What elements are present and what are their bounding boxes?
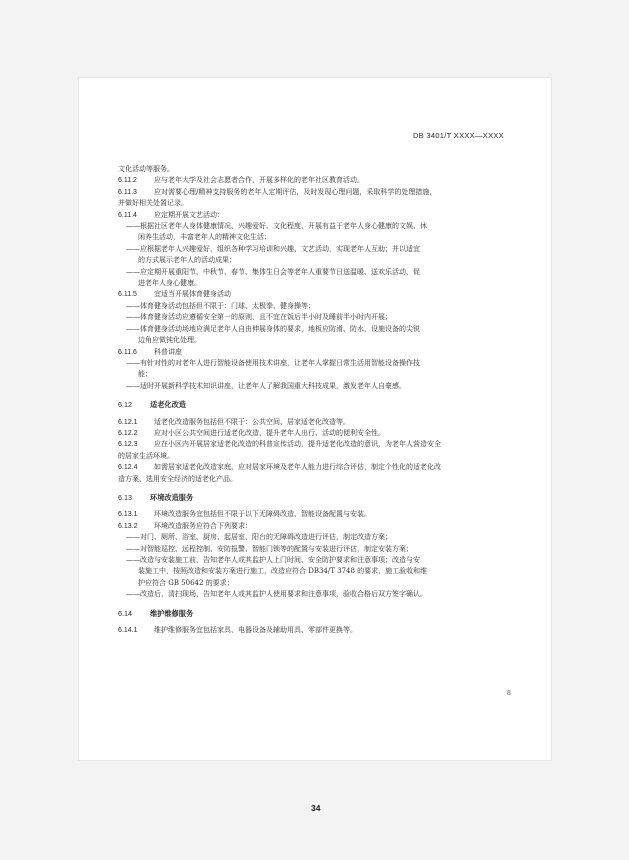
text-line — [118, 267, 500, 278]
section-heading — [118, 608, 500, 619]
line-text: 适老化改造 — [150, 400, 186, 410]
text-line — [118, 164, 500, 175]
text-line — [118, 451, 500, 462]
line-text: ——根据社区老年人身体健康情况、兴趣爱好、文化程度，开展有益于老年人身心健康的文娱、休 — [126, 222, 427, 231]
text-line — [118, 335, 500, 346]
clause-number: 6.13 — [118, 492, 132, 502]
clause — [118, 187, 500, 198]
line-text: 环境改造服务应符合下列要求： — [154, 521, 252, 530]
line-text: ——改造后，清扫现场，告知老年人或其监护人使用要求和注意事项，验收合格后双方签字确认。 — [126, 590, 427, 599]
text-line — [118, 232, 500, 243]
line-text: ——有针对性的对老年人进行智能设备使用技术讲座，让老年人掌握日常生活用智能设备操作技 — [126, 358, 420, 367]
line-text: 装施工中，按照改造和安装方案进行施工，改造应符合 DB34/T 3748 的要求，施工验收和维 — [138, 567, 428, 576]
line-text: 应在小区内开展居家适老化改造的科普宣传活动，提升适老化改造的意识，为老年人营造安全 — [154, 440, 441, 449]
sheet-number: 34 — [311, 803, 321, 813]
text-line — [118, 221, 500, 232]
clause-number: 6.11.4 — [118, 211, 137, 219]
line-text: 应对小区公共空间进行适老化改造，提升老年人出行、活动的便利安全性。 — [154, 428, 385, 437]
clause — [118, 175, 500, 186]
line-text: 宜适当开展体育健身活动 — [154, 290, 231, 299]
clause — [118, 210, 500, 221]
line-text: 边角应做钝化处理。 — [138, 336, 201, 345]
text-line — [118, 324, 500, 335]
line-text: 护应符合 GB 50642 的要求； — [138, 578, 234, 587]
text-line — [118, 255, 500, 266]
clause-number: 6.13.2 — [118, 522, 138, 530]
text-line — [118, 369, 500, 380]
line-text: 造方案，选用安全经济的适老化产品。 — [118, 474, 237, 483]
clause-number: 6.14.1 — [118, 627, 138, 635]
clause-number: 6.13.1 — [118, 511, 138, 519]
clause — [118, 428, 500, 439]
section-heading — [118, 399, 500, 410]
document-page — [79, 78, 551, 760]
clause-number: 6.12.2 — [118, 429, 138, 437]
clause-number: 6.12.4 — [118, 464, 138, 472]
line-text: 文化活动等服务。 — [118, 165, 174, 173]
text-line — [118, 474, 500, 485]
section-heading — [118, 492, 500, 503]
line-text: 维护维修服务 — [150, 608, 194, 618]
text-line — [118, 358, 500, 369]
text-line — [118, 312, 500, 323]
text-line — [118, 555, 500, 566]
line-text: 应定期开展文艺活动： — [154, 210, 224, 219]
line-text: 能； — [138, 370, 152, 379]
line-text: 适老化改造服务包括但不限于：公共空间、居家适老化改造等。 — [154, 417, 350, 426]
line-text: 的居家生活环境。 — [118, 451, 174, 460]
line-text: 科普讲座 — [154, 347, 182, 356]
text-line — [118, 532, 500, 543]
clause — [118, 625, 500, 636]
text-line — [118, 278, 500, 289]
clause — [118, 462, 500, 473]
clause — [118, 439, 500, 450]
line-text: 的方式展示老年人的活动成果； — [138, 256, 236, 265]
line-text: ——改造与安装施工前，告知老年人或其监护人上门时间、安全防护要求和注意事项；改造与安 — [126, 556, 420, 564]
clause-number: 6.12.1 — [118, 418, 138, 426]
line-text: ——应定期开展重阳节、中秋节、春节、集体生日会等老年人重要节日送温暖、送欢乐活动，促 — [126, 267, 420, 276]
line-text: 并做好相关处置记录。 — [118, 199, 188, 208]
clause — [118, 521, 500, 532]
clause-number: 6.11.6 — [118, 348, 137, 356]
clause — [118, 289, 500, 300]
clause — [118, 417, 500, 428]
document-code: DB 3401/T XXXX—XXXX — [412, 131, 504, 140]
text-line — [118, 381, 500, 392]
line-text: ——适时开展新科学技术知识讲座，让老年人了解我国重大科技成果，激发老年人自豪感。 — [126, 381, 406, 390]
line-text: 进老年人身心健康。 — [138, 279, 201, 288]
line-text: ——对智能巡控、远程控制、安防报警、智能门锁等的配置与安装进行评估，制定安装方案； — [126, 544, 413, 553]
text-line — [118, 544, 500, 555]
line-text: ——体育健身活动应遵循安全第一的原则，且不宜在饭后半小时及睡前半小时内开展； — [126, 313, 392, 322]
clause-number: 6.11.5 — [118, 291, 137, 299]
clause-number: 6.11.2 — [118, 177, 137, 185]
page-number: 8 — [506, 689, 511, 697]
clause-number: 6.14 — [118, 608, 132, 618]
line-text: 环境改造服务宜包括但不限于以下无障碍改造、智能设备配置与安装。 — [154, 510, 371, 519]
clause — [118, 347, 500, 358]
text-line — [118, 244, 500, 255]
line-text: ——体育健身活动包括但不限于：门球、太极拳、健身操等； — [126, 301, 315, 310]
line-text: 应对需要心理/精神支持服务的老年人定期评估，及时发现心理问题，采取科学的处理措施， — [154, 187, 437, 196]
line-text: ——体育健身活动场地应满足老年人自由伸展身体的要求，地板应防滑、防水，设施设备的尖锐 — [126, 324, 420, 333]
clause-number: 6.11.3 — [118, 188, 137, 196]
line-text: 环境改造服务 — [150, 492, 194, 502]
clause — [118, 509, 500, 520]
text-line — [118, 301, 500, 312]
clause-number: 6.12 — [118, 400, 132, 410]
text-line — [118, 578, 500, 589]
document-body — [118, 164, 500, 636]
line-text: 应与老年大学及社会志愿者合作，开展多样化的老年社区教育活动。 — [154, 176, 364, 185]
clause-number: 6.12.3 — [118, 441, 138, 449]
line-text: ——对门、厕所、浴室、厨房、起居室、阳台的无障碍改造进行评估，制定改造方案； — [126, 533, 392, 542]
line-text: 闲养生活动，丰富老年人的精神文化生活； — [138, 233, 271, 242]
line-text: ——应根据老年人兴趣爱好，组织各种学习培训和兴趣、文艺活动，实现老年人互助；并以适宜 — [126, 244, 420, 253]
text-line — [118, 198, 500, 209]
line-text: 维护维修服务宜包括家具、电器设备及辅助用具、零部件更换等。 — [154, 626, 357, 635]
text-line — [118, 589, 500, 600]
line-text: 如需居家适老化改造家庭，应对居家环境及老年人能力进行综合评估，制定个性化的适老化改 — [154, 463, 441, 472]
text-line — [118, 566, 500, 577]
